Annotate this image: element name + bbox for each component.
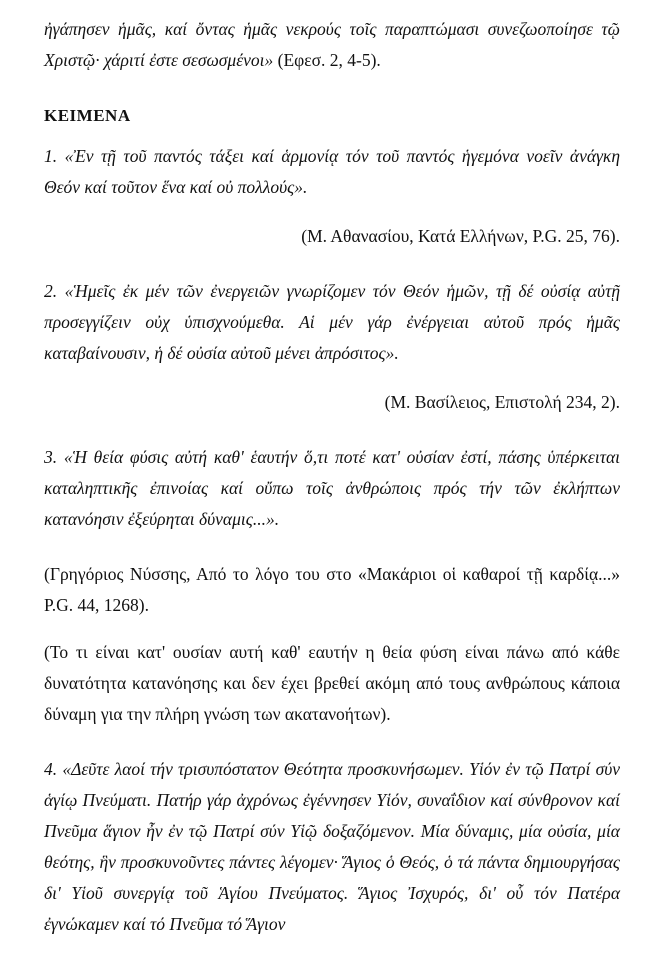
text-4-number: 4. — [44, 759, 58, 779]
text-2-quote — [44, 276, 620, 369]
text-3-quote — [44, 442, 620, 535]
section-title: ΚΕΙΜΕΝΑ — [44, 106, 131, 125]
text-1-source: (Μ. Αθανασίου, Κατά Ελλήνων, P.G. 25, 76). — [301, 226, 620, 246]
text-1-body: «Ἐν τῇ τοῦ παντός τάξει καί ἁρμονίᾳ τόν τοῦ παντός ἡγεμόνα νοεῖν ἀνάγκη Θεόν καί τοῦτον ἕνα καί οὐ πολλούς». — [44, 146, 620, 197]
text-4-quote — [44, 754, 620, 940]
intro-paragraph — [44, 14, 620, 76]
text-2-source: (Μ. Βασίλειος, Επιστολή 234, 2). — [384, 392, 620, 412]
text-3-body: «Ἡ θεία φύσις αὐτή καθ' ἑαυτήν ὅ,τι ποτέ κατ' οὐσίαν ἐστί, πάσης ὑπέρκειται καταληπτικῆς ἐπινοίας καί οὔπω τοῖς ἀνθρώποις πρός τήν τῶν ἐκλήπτων κατανόησιν ἐξεύρηται δύναμις...». — [44, 447, 620, 529]
text-1-quote — [44, 141, 620, 203]
text-2-body: «Ἡμεῖς ἐκ μέν τῶν ἐνεργειῶν γνωρίζομεν τόν Θεόν ἡμῶν, τῇ δέ οὐσίᾳ αὐτῇ προσεγγίζειν οὐχ ὑπισχνούμεθα. Αἱ μέν γάρ ἐνέργειαι αὐτοῦ πρός ἡμᾶς καταβαίνουσιν, ἡ δέ οὐσία αὐτοῦ μένει ἀπρόσιτος». — [44, 281, 621, 363]
text-4-body: «Δεῦτε λαοί τήν τρισυπόστατον Θεότητα προσκυνήσωμεν. Υἱόν ἐν τῷ Πατρί σύν ἁγίῳ Πνεύματι. Πατήρ γάρ ἀχρόνως ἐγέννησεν Υἱόν, συναΐδιον καί σύνθρονον καί Πνεῦμα ἅγιον ἦν ἐν τῷ Πατρί σύν Υἱῷ δοξαζόμενον. Μία δύναμις, μία οὐσία, μία θεότης, ἣν προσκυνοῦντες πάντες λέγομεν· Ἅγιος ὁ Θεός, ὁ τά πάντα δημιουργήσας δι' Υἱοῦ συνεργίᾳ τοῦ Ἁγίου Πνεύματος. Ἅγιος Ἰσχυρός, δι' οὗ τόν Πατέρα ἐγνώκαμεν καί τό Πνεῦμα τό Ἅγιον — [44, 759, 620, 934]
intro-reference: (Εφεσ. 2, 4-5). — [273, 50, 381, 70]
document-page — [44, 14, 620, 940]
text-3-number: 3. — [44, 447, 58, 467]
text-3-source: (Γρηγόριος Νύσσης, Από το λόγο του στο «Μακάριοι οἱ καθαροί τῇ καρδίᾳ...» P.G. 44, 1268). — [44, 564, 620, 615]
text-2-number: 2. — [44, 281, 58, 301]
intro-quote: ἠγάπησεν ἡμᾶς, καί ὄντας ἡμᾶς νεκρούς τοῖς παραπτώμασι συνεζωοποίησε τῷ Χριστῷ· χάριτί ἐστε σεσωσμένοι» — [44, 19, 620, 70]
text-3-paraphrase: (Το τι είναι κατ' ουσίαν αυτή καθ' εαυτήν η θεία φύση είναι πάνω από κάθε δυνατότητα κατανόησης και δεν έχει βρεθεί ακόμη από τους ανθρώπους κάποια δύναμη για την πλήρη γνώση των ακατανοήτων). — [44, 642, 620, 724]
text-1-number: 1. — [44, 146, 58, 166]
